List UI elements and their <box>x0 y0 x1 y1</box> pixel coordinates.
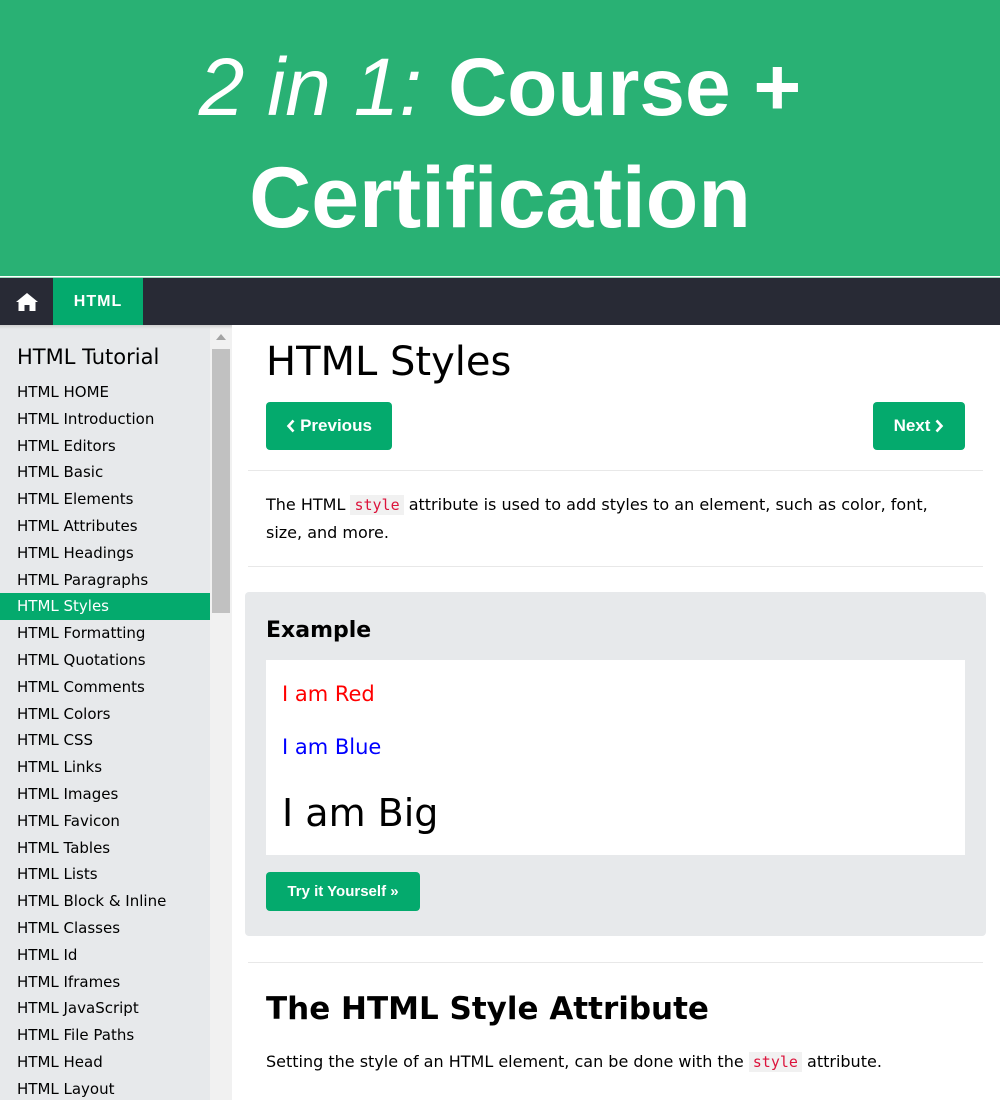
sidebar-item-html-javascript[interactable]: HTML JavaScript <box>17 999 139 1018</box>
sidebar-item-html-tables[interactable]: HTML Tables <box>17 838 111 857</box>
sidebar-item-html-paragraphs[interactable]: HTML Paragraphs <box>17 570 149 589</box>
scrollbar-thumb[interactable] <box>212 349 230 613</box>
sidebar-list <box>0 379 210 1100</box>
sidebar-title: HTML Tutorial <box>17 345 160 369</box>
example-blue-text: I am Blue <box>282 735 382 759</box>
sidebar-scrollbar[interactable] <box>210 325 232 1100</box>
scroll-up-icon[interactable] <box>216 334 226 340</box>
sidebar-item-html-colors[interactable]: HTML Colors <box>17 704 111 723</box>
home-button[interactable] <box>0 278 53 325</box>
sidebar-item-html-layout[interactable]: HTML Layout <box>17 1079 115 1098</box>
sidebar-item-html-links[interactable]: HTML Links <box>17 758 103 777</box>
section-text-end: attribute. <box>801 1052 882 1071</box>
main-content <box>232 325 1000 1100</box>
sidebar-item-html-images[interactable]: HTML Images <box>17 784 119 803</box>
next-label: Next <box>893 416 931 435</box>
example-red-text: I am Red <box>282 682 375 706</box>
inline-code: style <box>350 495 403 515</box>
sidebar-item-html-elements[interactable]: HTML Elements <box>17 490 134 509</box>
example-big-text: I am Big <box>282 791 439 835</box>
sidebar-item-html-iframes[interactable]: HTML Iframes <box>17 972 121 991</box>
tab-html[interactable]: HTML <box>53 278 143 325</box>
sidebar-item-html-id[interactable]: HTML Id <box>17 945 78 964</box>
divider <box>248 566 983 567</box>
intro-text-end: attribute is used to add styles to an element, such as color, font, size, and more. <box>266 495 928 542</box>
divider <box>248 962 983 963</box>
section-text-start: Setting the style of an HTML element, can be done with the <box>266 1052 749 1071</box>
banner-headline <box>0 40 1000 136</box>
sidebar-item-html-lists[interactable]: HTML Lists <box>17 865 98 884</box>
example-heading: Example <box>266 618 372 643</box>
section-paragraph <box>266 1052 882 1071</box>
sidebar <box>0 325 210 1100</box>
sidebar-item-html-comments[interactable]: HTML Comments <box>17 677 145 696</box>
section-title: The HTML Style Attribute <box>266 991 709 1027</box>
sidebar-item-html-block-and-inline[interactable]: HTML Block & Inline <box>17 892 167 911</box>
example-output <box>266 660 965 855</box>
chevron-right-icon <box>934 419 944 433</box>
inline-code: style <box>749 1052 802 1072</box>
intro-text-start: The HTML <box>266 495 351 514</box>
sidebar-item-html-introduction[interactable]: HTML Introduction <box>17 409 155 428</box>
sidebar-item-html-home[interactable]: HTML HOME <box>17 383 110 401</box>
try-it-yourself-button[interactable]: Try it Yourself » <box>266 872 420 911</box>
next-button[interactable] <box>873 402 965 450</box>
previous-button[interactable] <box>266 402 392 450</box>
sidebar-item-html-quotations[interactable]: HTML Quotations <box>17 650 146 669</box>
sidebar-item-html-styles[interactable]: HTML Styles <box>0 593 210 620</box>
banner-subline: Certification <box>249 150 751 246</box>
intro-paragraph <box>266 491 966 546</box>
sidebar-item-html-head[interactable]: HTML Head <box>17 1052 103 1071</box>
sidebar-item-html-file-paths[interactable]: HTML File Paths <box>17 1026 135 1045</box>
promo-banner <box>0 0 1000 276</box>
chevron-left-icon <box>286 419 296 433</box>
sidebar-item-html-css[interactable]: HTML CSS <box>17 731 94 750</box>
sidebar-item-html-attributes[interactable]: HTML Attributes <box>17 516 138 535</box>
previous-label: Previous <box>300 416 372 435</box>
sidebar-item-html-basic[interactable]: HTML Basic <box>17 463 104 482</box>
banner-italic-text: 2 in 1: <box>198 42 423 133</box>
divider <box>248 470 983 471</box>
top-navigation <box>0 277 1000 325</box>
sidebar-item-html-favicon[interactable]: HTML Favicon <box>17 811 120 830</box>
example-panel <box>245 592 986 936</box>
sidebar-item-html-formatting[interactable]: HTML Formatting <box>17 624 146 643</box>
home-icon <box>15 292 39 312</box>
sidebar-item-html-classes[interactable]: HTML Classes <box>17 918 121 937</box>
page-title: HTML Styles <box>266 339 512 385</box>
sidebar-item-html-editors[interactable]: HTML Editors <box>17 436 116 455</box>
banner-bold-text: Course + <box>448 42 802 133</box>
sidebar-item-html-headings[interactable]: HTML Headings <box>17 543 134 562</box>
